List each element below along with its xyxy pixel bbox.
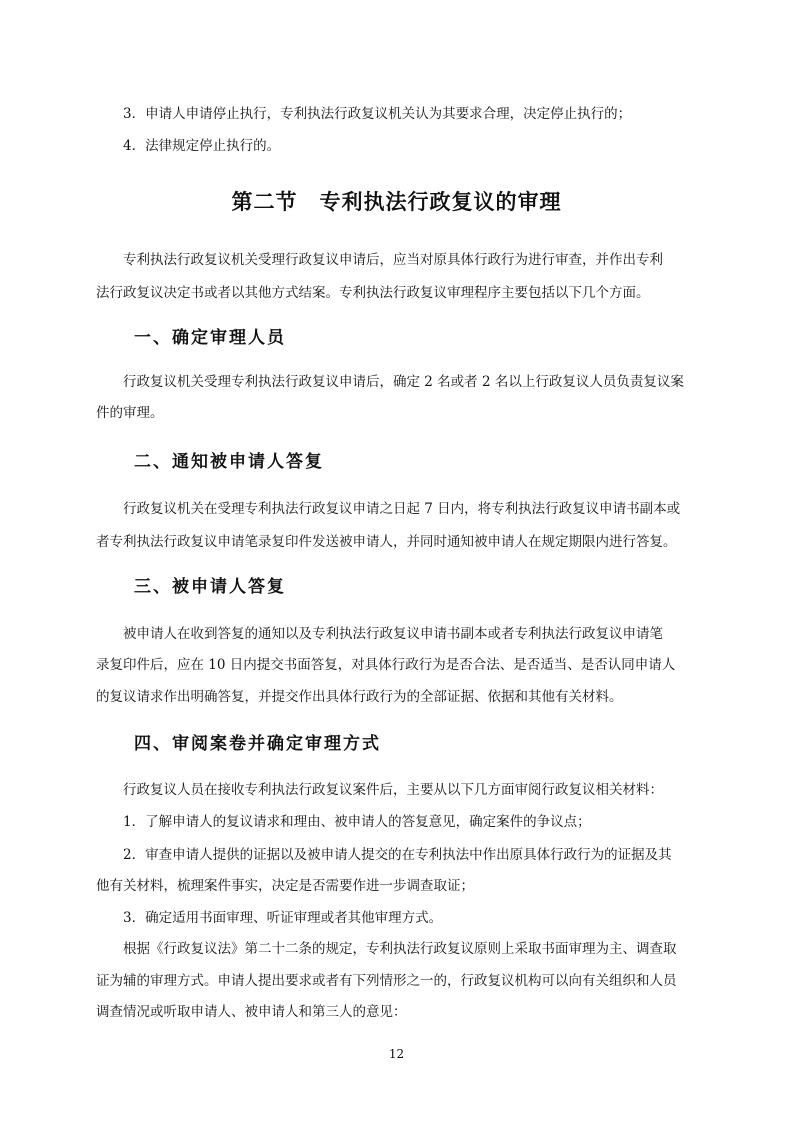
list-item-review-3: 3．确定适用书面审理、听证审理或者其他审理方式。 xyxy=(123,910,443,926)
section-title: 第二节 专利执法行政复议的审理 xyxy=(231,190,562,214)
paragraph-intro-line-1: 专利执法行政复议机关受理行政复议申请后，应当对原具体行政行为进行审查，并作出专利 xyxy=(123,252,663,268)
paragraph-3-line-3: 的复议请求作出明确答复，并提交作出具体行政行为的全部证据、依据和其他有关材料。 xyxy=(96,689,623,705)
paragraph-intro-line-2: 法行政复议决定书或者以其他方式结案。专利执法行政复议审理程序主要包括以下几个方面。 xyxy=(96,285,650,301)
paragraph-3-line-1: 被申请人在收到答复的通知以及专利执法行政复议申请书副本或者专利执法行政复议申请笔 xyxy=(123,626,663,642)
paragraph-3-line-2: 录复印件后，应在 10 日内提交书面答复，对具体行政行为是否合法、是否适当、是否认同申请人 xyxy=(96,657,676,673)
paragraph-5-line-2: 证为辅的审理方式。申请人提出要求或者有下列情形之一的，行政复议机构可以向有关组织和人员 xyxy=(96,973,677,989)
paragraph-2-line-2: 者专利执法行政复议申请笔录复印件发送被申请人，并同时通知被申请人在规定期限内进行答复。 xyxy=(96,534,677,550)
paragraph-5-line-1: 根据《行政复议法》第二十二条的规定，专利执法行政复议原则上采取书面审理为主、调查取 xyxy=(123,941,677,957)
list-item-review-2-line-2: 他有关材料，梳理案件事实，决定是否需要作进一步调查取证； xyxy=(96,878,474,894)
list-item-4: 4．法律规定停止执行的。 xyxy=(123,138,281,154)
paragraph-5-line-3: 调查情况或听取申请人、被申请人和第三人的意见： xyxy=(96,1004,407,1020)
paragraph-1-line-1: 行政复议机关受理专利执法行政复议申请后，确定 2 名或者 2 名以上行政复议人员负责复议案 xyxy=(123,374,684,390)
list-item-review-2-line-1: 2．审查申请人提供的证据以及被申请人提交的在专利执法中作出原具体行政行为的证据及其 xyxy=(123,847,672,863)
page-number: 12 xyxy=(388,1047,405,1061)
heading-3: 三、被申请人答复 xyxy=(134,577,286,597)
paragraph-2-line-1: 行政复议机关在受理专利执法行政复议申请之日起 7 日内，将专利执法行政复议申请书副本或 xyxy=(123,501,681,517)
list-item-3: 3．申请人申请停止执行，专利执法行政复议机关认为其要求合理，决定停止执行的； xyxy=(123,106,632,122)
heading-2: 二、通知被申请人答复 xyxy=(134,452,324,472)
heading-1: 一、确定审理人员 xyxy=(134,328,286,348)
paragraph-1-line-2: 件的审理。 xyxy=(96,405,164,421)
paragraph-4: 行政复议人员在接收专利执法行政复议案件后，主要从以下几方面审阅行政复议相关材料： xyxy=(123,782,663,798)
list-item-review-1: 1．了解申请人的复议请求和理由、被申请人的答复意见，确定案件的争议点； xyxy=(123,814,591,830)
heading-4: 四、审阅案卷并确定审理方式 xyxy=(134,734,381,754)
